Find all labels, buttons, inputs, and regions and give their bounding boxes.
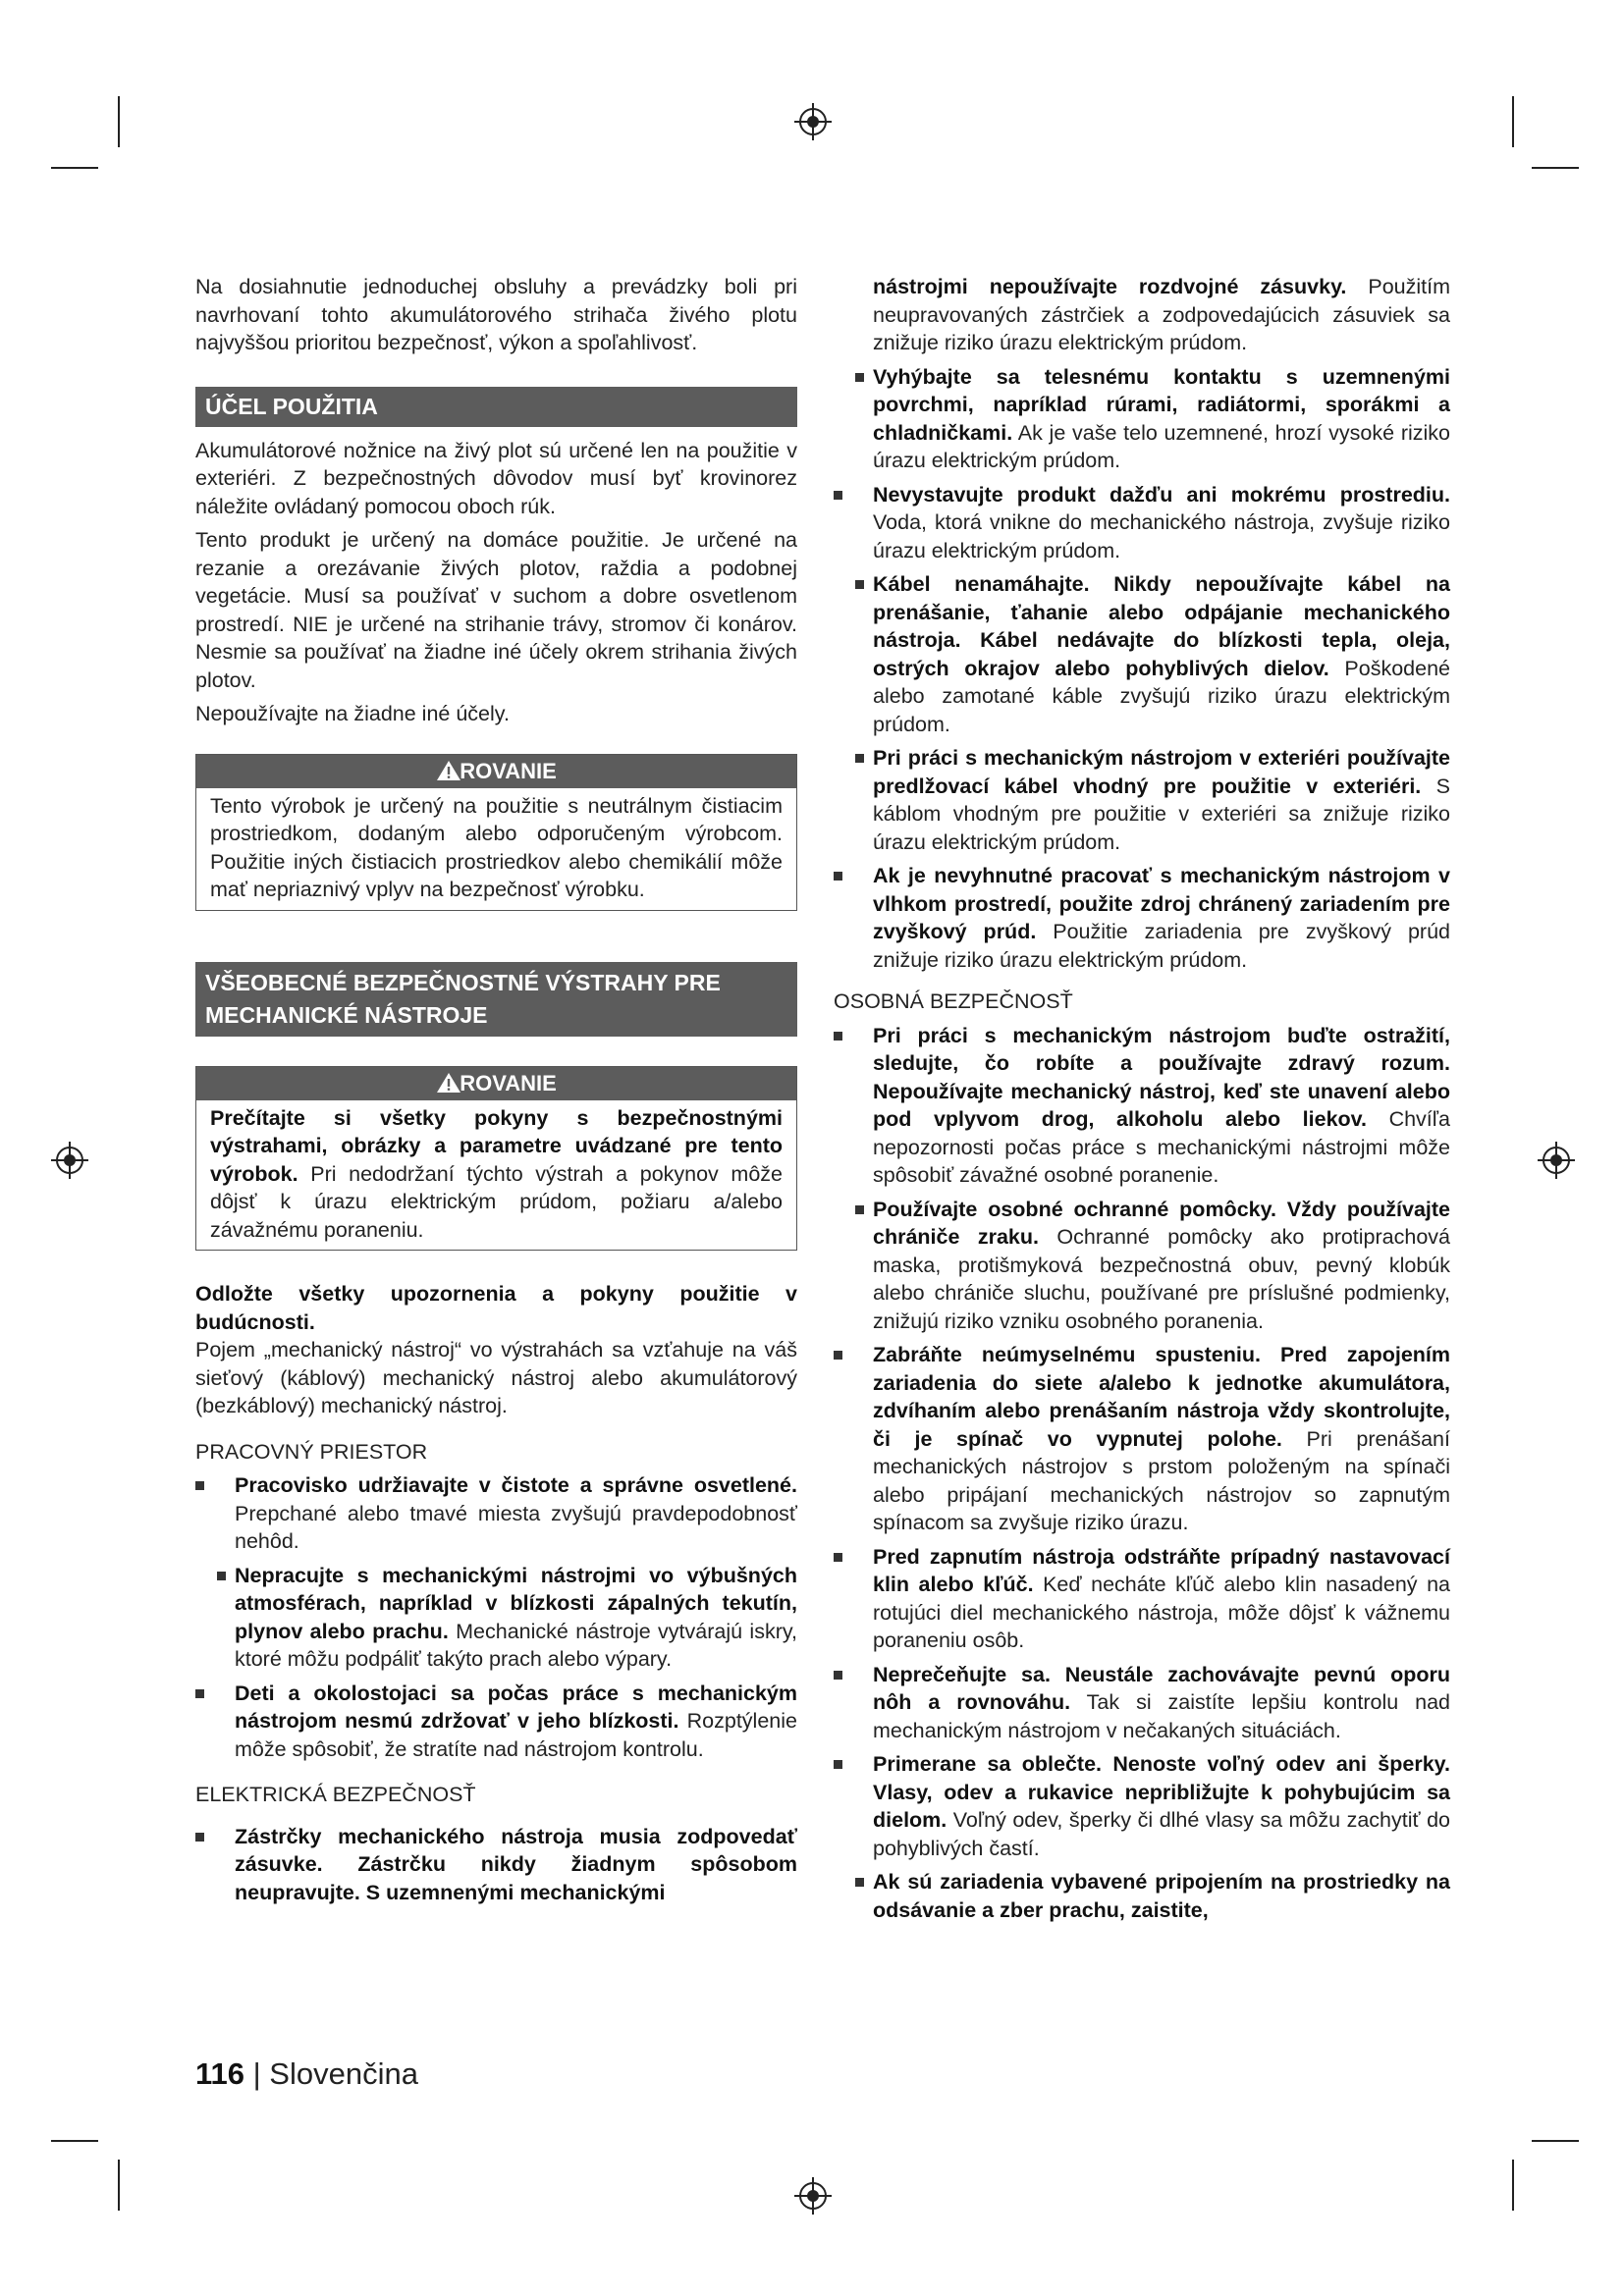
list-item: Nepracujte s mechanickými nástrojmi vo výbušných atmosférach, napríklad v blízkosti zápalných tekutín, plynov alebo prachu. Mechanické nástroje vytvárajú iskry, ktoré môžu podpáliť takýto prach alebo výpary. xyxy=(195,1562,797,1674)
warning-label: ROVANIE xyxy=(460,758,557,783)
crop-mark xyxy=(118,2160,120,2211)
list-item: Pri práci s mechanickým nástrojom buďte ostražití, sledujte, čo robíte a používajte zdravý rozum. Nepoužívajte mechanický nástroj, keď ste unavení alebo pod vplyvom drog, alkoholu alebo liekov. Chvíľa nepozornosti počas práce s mechanickými nástrojmi môže spôsobiť závažné osobné poranenie. xyxy=(834,1022,1450,1190)
purpose-paragraph: Nepoužívajte na žiadne iné účely. xyxy=(195,702,510,725)
crop-mark xyxy=(1532,2140,1579,2142)
page-number: 116 xyxy=(195,2056,245,2091)
list-item: Neprečeňujte sa. Neustále zachovávajte pevnú oporu nôh a rovnováhu. Tak si zaistíte lepšiu kontrolu nad mechanickým nástrojom v nečakaných situáciách. xyxy=(834,1661,1450,1745)
purpose-paragraph: Akumulátorové nožnice na živý plot sú určené len na použitie v exteriéri. Z bezpečnostných dôvodov musí byť krovinorez náležite ovládaný pomocou oboch rúk. xyxy=(195,438,797,518)
registration-mark-icon xyxy=(1538,1142,1575,1179)
subheading-personal-safety: OSOBNÁ BEZPEČNOSŤ xyxy=(834,989,1073,1013)
list-item: Ak je nevyhnutné pracovať s mechanickým nástrojom v vlhkom prostredí, použite zdroj chránený zariadením pre zvyškový prúd. Použitie zariadenia pre zvyškový prúd znižuje riziko úrazu elektrickým prúdom. xyxy=(834,862,1450,974)
list-item: Zástrčky mechanického nástroja musia zodpovedať zásuvke. Zástrčku nikdy žiadnym spôsobom neupravujte. S uzemnenými mechanickými xyxy=(195,1823,797,1907)
list-item: Vyhýbajte sa telesnému kontaktu s uzemnenými povrchmi, napríklad rúrami, radiátormi, sporákmi a chladničkami. Ak je vaše telo uzemnené, hrozí vysoké riziko úrazu elektrickým prúdom. xyxy=(834,363,1450,475)
warning-label: ROVANIE xyxy=(460,1070,557,1095)
list-item: Nevystavujte produkt dažďu ani mokrému prostrediu. Voda, ktorá vnikne do mechanického nástroja, zvyšuje riziko úrazu elektrickým prúdom. xyxy=(834,481,1450,565)
subheading-electrical-safety: ELEKTRICKÁ BEZPEČNOSŤ xyxy=(195,1783,476,1806)
page-footer xyxy=(195,2056,418,2092)
purpose-paragraph: Tento produkt je určený na domáce použitie. Je určené na rezanie a orezávanie živých plotov, raždia a podobnej vegetácie. Musí sa používať v suchom a dobre osvetlenom prostredí. NIE je určené na strihanie trávy, stromov či konárov. Nesmie sa používať na žiadne iné účely okrem strihania živých plotov. xyxy=(195,528,797,692)
list-item: Ak sú zariadenia vybavené pripojením na prostriedky na odsávanie a zber prachu, zaistite, xyxy=(834,1868,1450,1924)
registration-mark-icon xyxy=(794,2177,832,2215)
warning-header xyxy=(196,1067,796,1100)
subheading-work-area: PRACOVNÝ PRIESTOR xyxy=(195,1439,428,1464)
registration-mark-icon xyxy=(51,1142,88,1179)
crop-mark xyxy=(51,167,98,169)
right-column xyxy=(834,273,1450,1930)
keep-instructions-heading: Odložte všetky upozornenia a pokyny použitie v budúcnosti. xyxy=(195,1282,797,1334)
warning-triangle-icon xyxy=(436,1072,461,1094)
warning-triangle-icon xyxy=(436,760,461,781)
list-item: Pri práci s mechanickým nástrojom v exteriéri používajte predlžovací kábel vhodný pre použitie v exteriéri. S káblom vhodným pre použitie v exteriéri sa znižuje riziko úrazu elektrickým prúdom. xyxy=(834,744,1450,856)
list-item: Primerane sa oblečte. Nenoste voľný odev ani šperky. Vlasy, odev a rukavice nepribližujte k pohybujúcim sa dielom. Voľný odev, šperky či dlhé vlasy sa môžu zachytiť do pohyblivých častí. xyxy=(834,1750,1450,1862)
list-item: Pracovisko udržiavajte v čistote a správne osvetlené. Prepchané alebo tmavé miesta zvyšujú pravdepodobnosť nehôd. xyxy=(195,1471,797,1556)
crop-mark xyxy=(51,2140,98,2142)
warning-box xyxy=(195,1066,797,1252)
list-item: Používajte osobné ochranné pomôcky. Vždy používajte chrániče zraku. Ochranné pomôcky ako protiprachová maska, protišmyková bezpečnostná obuv, pevný klobúk alebo chrániče sluchu, používané pre príslušné podmienky, znižujú riziko vzniku osobného poranenia. xyxy=(834,1196,1450,1336)
warning-text: Prečítajte si všetky pokyny s bezpečnostnými výstrahami, obrázky a parametre uvádzané pre tento výrobok. Pri nedodržaní týchto výstrah a pokynov môže dôjsť k úrazu elektrickým prúdom, požiaru a/alebo závažnému poraneniu. xyxy=(210,1105,783,1242)
warning-text: Tento výrobok je určený na použitie s neutrálnym čistiacim prostriedkom, dodaným alebo odporučeným výrobcom. Použitie iných čistiacich prostriedkov alebo chemikálií môže mať nepriaznivý vplyv na bezpečnosť výrobku. xyxy=(210,793,783,901)
warning-box xyxy=(195,754,797,911)
registration-mark-icon xyxy=(794,103,832,140)
keep-instructions-text: Pojem „mechanický nástroj“ vo výstrahách sa vzťahuje na váš sieťový (káblový) mechanický nástroj alebo akumulátorový (bezkáblový) mechanický nástroj. xyxy=(195,1338,797,1417)
list-item: Kábel nenamáhajte. Nikdy nepoužívajte kábel na prenášanie, ťahanie alebo odpájanie mechanického nástroja. Kábel nedávajte do blízkosti tepla, oleja, ostrých okrajov alebo pohyblivých dielov. Poškodené alebo zamotané káble zvyšujú riziko úrazu elektrickým prúdom. xyxy=(834,570,1450,738)
list-item-continued: nástrojmi nepoužívajte rozdvojné zásuvky. Použitím neupravovaných zástrčiek a zodpovedajúcich zásuviek sa znižuje riziko úrazu elektrickým prúdom. xyxy=(873,275,1450,354)
crop-mark xyxy=(1512,2160,1514,2211)
footer-language: Slovenčina xyxy=(269,2056,418,2091)
section-heading-purpose: ÚČEL POUŽITIA xyxy=(195,387,797,427)
intro-paragraph: Na dosiahnutie jednoduchej obsluhy a prevádzky boli pri navrhovaní tohto akumulátorového strihača živého plotu najvyššou prioritou bezpečnosť, výkon a spoľahlivosť. xyxy=(195,275,797,354)
list-item: Deti a okolostojaci sa počas práce s mechanickým nástrojom nesmú zdržovať v jeho blízkosti. Rozptýlenie môže spôsobiť, že stratíte nad nástrojom kontrolu. xyxy=(195,1680,797,1764)
list-item: Pred zapnutím nástroja odstráňte prípadný nastavovací klin alebo kľúč. Keď necháte kľúč alebo klin nasadený na rotujúci diel mechanického nástroja, môže dôjsť k vážnemu poraneniu osôb. xyxy=(834,1543,1450,1655)
footer-separator: | xyxy=(244,2056,270,2091)
section-heading-general-safety: VŠEOBECNÉ BEZPEČNOSTNÉ VÝSTRAHY PRE MECHANICKÉ NÁSTROJE xyxy=(195,962,797,1037)
left-column xyxy=(195,273,797,1912)
warning-header xyxy=(196,755,796,788)
crop-mark xyxy=(118,96,120,147)
crop-mark xyxy=(1532,167,1579,169)
list-item: Zabráňte neúmyselnému spusteniu. Pred zapojením zariadenia do siete a/alebo k jednotke akumulátora, zdvíhaním alebo prenášaním nástroja vždy skontrolujte, či je spínač vo vypnutej polohe. Pri prenášaní mechanických nástrojov s prstom položeným na spínači alebo pripájaní mechanických nástrojov so zapnutým spínacom sa zvyšuje riziko úrazu. xyxy=(834,1341,1450,1537)
crop-mark xyxy=(1512,96,1514,147)
